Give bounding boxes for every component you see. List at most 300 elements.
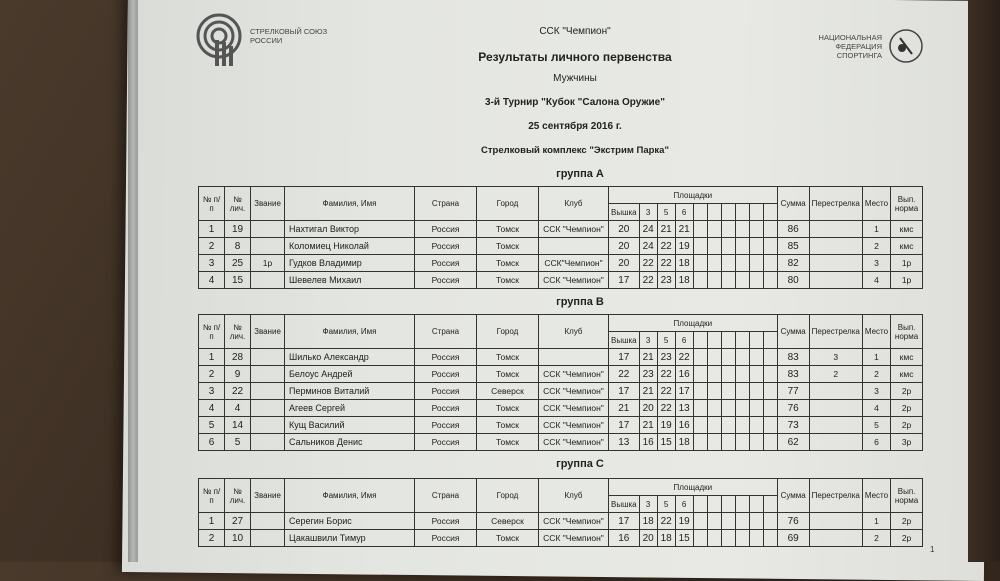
cell-no: 2	[199, 238, 225, 255]
cell-score-tower: 17	[609, 383, 640, 400]
cell-sum: 80	[777, 272, 809, 289]
cell-city: Томск	[477, 349, 539, 366]
cell-score-empty	[707, 366, 721, 383]
cell-no: 5	[199, 417, 225, 434]
cell-rank: 1р	[251, 255, 285, 272]
cell-name: Серегин Борис	[285, 513, 415, 530]
cell-score-empty	[693, 366, 707, 383]
cell-bib: 8	[225, 238, 251, 255]
cell-score-empty	[763, 349, 777, 366]
cell-city: Томск	[477, 434, 539, 451]
cell-name: Сальников Денис	[285, 434, 415, 451]
cell-country: Россия	[415, 272, 477, 289]
cell-sum: 82	[777, 255, 809, 272]
org-left-text	[250, 27, 327, 45]
cell-rank	[251, 221, 285, 238]
col-header-station-empty	[707, 332, 721, 349]
cell-sum: 83	[777, 349, 809, 366]
col-header-club: Клуб	[539, 315, 609, 349]
cell-score-empty	[749, 383, 763, 400]
cell-rank	[251, 434, 285, 451]
cell-city: Северск	[477, 383, 539, 400]
cell-score-5: 21	[657, 221, 675, 238]
cell-score-6: 18	[675, 255, 693, 272]
col-header-station-5: 5	[657, 496, 675, 513]
cell-rank	[251, 417, 285, 434]
cell-score-empty	[749, 272, 763, 289]
cell-score-empty	[749, 530, 763, 547]
binder-edge	[128, 0, 138, 562]
cell-score-5: 23	[657, 272, 675, 289]
cell-bib: 27	[225, 513, 251, 530]
cell-country: Россия	[415, 221, 477, 238]
cell-shootoff	[809, 383, 862, 400]
col-header-club: Клуб	[539, 187, 609, 221]
cell-score-empty	[707, 221, 721, 238]
cell-score-empty	[763, 255, 777, 272]
cell-rank	[251, 530, 285, 547]
results-table	[198, 478, 923, 547]
cell-city: Томск	[477, 255, 539, 272]
cell-score-empty	[763, 513, 777, 530]
cell-bib: 4	[225, 400, 251, 417]
cell-norm: 2р	[891, 383, 923, 400]
cell-score-tower: 16	[609, 530, 640, 547]
cell-score-empty	[721, 383, 735, 400]
cell-score-empty	[749, 255, 763, 272]
cell-score-5: 22	[657, 238, 675, 255]
col-header-place: Место	[862, 479, 890, 513]
cell-club	[539, 238, 609, 255]
cell-country: Россия	[415, 349, 477, 366]
cell-norm: 1р	[891, 272, 923, 289]
col-header-station-empty	[763, 204, 777, 221]
col-header-station-3: 3	[639, 496, 657, 513]
page-title: Результаты личного первенства	[478, 50, 672, 64]
col-header-station-6: 6	[675, 332, 693, 349]
cell-score-empty	[735, 238, 749, 255]
cell-score-3: 22	[639, 255, 657, 272]
cell-score-empty	[693, 255, 707, 272]
cell-score-5: 23	[657, 349, 675, 366]
cell-score-tower: 20	[609, 221, 640, 238]
col-header-station-5: 5	[657, 332, 675, 349]
cell-score-empty	[721, 221, 735, 238]
col-header-sum: Сумма	[777, 315, 809, 349]
cell-score-empty	[721, 530, 735, 547]
col-header-country: Страна	[415, 187, 477, 221]
cell-no: 3	[199, 383, 225, 400]
cell-norm: кмс	[891, 221, 923, 238]
cell-score-tower: 20	[609, 255, 640, 272]
cell-place: 1	[862, 513, 890, 530]
cell-score-3: 21	[639, 349, 657, 366]
group-title: группа В	[556, 296, 604, 308]
col-header-norm: Вып. норма	[891, 315, 923, 349]
event-date: 25 сентября 2016 г.	[528, 121, 622, 132]
cell-score-3: 23	[639, 366, 657, 383]
cell-no: 3	[199, 255, 225, 272]
col-header-station-3: 3	[639, 204, 657, 221]
table-row	[199, 417, 923, 434]
cell-country: Россия	[415, 434, 477, 451]
col-header-country: Страна	[415, 315, 477, 349]
cell-place: 1	[862, 221, 890, 238]
col-header-station-tower: Вышка	[609, 204, 640, 221]
cell-score-empty	[763, 530, 777, 547]
cell-club: ССК "Чемпион"	[539, 417, 609, 434]
cell-club: ССК "Чемпион"	[539, 221, 609, 238]
cell-name: Цакашвили Тимур	[285, 530, 415, 547]
col-header-city: Город	[477, 187, 539, 221]
col-header-station-empty	[749, 332, 763, 349]
table-row	[199, 221, 923, 238]
col-header-stations: Площадки	[609, 479, 778, 496]
org-left-line2: РОССИИ	[250, 36, 283, 45]
cell-rank	[251, 400, 285, 417]
cell-shootoff: 2	[809, 366, 862, 383]
tournament-name: 3-й Турнир "Кубок "Салона Оружие"	[485, 97, 665, 108]
cell-club: ССК "Чемпион"	[539, 530, 609, 547]
col-header-station-empty	[735, 496, 749, 513]
cell-score-empty	[749, 434, 763, 451]
cell-country: Россия	[415, 255, 477, 272]
cell-city: Томск	[477, 417, 539, 434]
cell-score-6: 18	[675, 272, 693, 289]
cell-score-empty	[749, 513, 763, 530]
cell-rank	[251, 366, 285, 383]
col-header-norm: Вып. норма	[891, 479, 923, 513]
col-header-station-empty	[749, 204, 763, 221]
page-number: 1	[930, 545, 935, 554]
col-header-station-empty	[721, 496, 735, 513]
cell-bib: 15	[225, 272, 251, 289]
group-title: группа А	[556, 168, 604, 180]
table-row	[199, 513, 923, 530]
col-header-stations: Площадки	[609, 315, 778, 332]
cell-score-tower: 20	[609, 238, 640, 255]
cell-name: Кущ Василий	[285, 417, 415, 434]
cell-shootoff	[809, 221, 862, 238]
cell-sum: 69	[777, 530, 809, 547]
cell-name: Нахтигал Виктор	[285, 221, 415, 238]
cell-rank	[251, 238, 285, 255]
cell-no: 1	[199, 513, 225, 530]
cell-rank	[251, 513, 285, 530]
cell-club	[539, 349, 609, 366]
cell-score-empty	[707, 272, 721, 289]
cell-country: Россия	[415, 238, 477, 255]
cell-score-6: 13	[675, 400, 693, 417]
col-header-station-3: 3	[639, 332, 657, 349]
cell-score-3: 21	[639, 417, 657, 434]
cell-score-3: 20	[639, 400, 657, 417]
cell-score-empty	[693, 238, 707, 255]
cell-score-empty	[693, 513, 707, 530]
cell-score-empty	[693, 221, 707, 238]
cell-score-empty	[763, 238, 777, 255]
cell-score-3: 22	[639, 272, 657, 289]
cell-score-6: 22	[675, 349, 693, 366]
cell-city: Северск	[477, 513, 539, 530]
cell-score-empty	[721, 366, 735, 383]
col-header-name: Фамилия, Имя	[285, 479, 415, 513]
cell-shootoff: 3	[809, 349, 862, 366]
cell-score-5: 22	[657, 255, 675, 272]
cell-sum: 83	[777, 366, 809, 383]
cell-score-empty	[749, 221, 763, 238]
col-header-bib: № лич.	[225, 187, 251, 221]
cell-score-tower: 22	[609, 366, 640, 383]
cell-score-empty	[749, 366, 763, 383]
col-header-station-empty	[693, 332, 707, 349]
cell-norm: 2р	[891, 530, 923, 547]
cell-score-6: 19	[675, 513, 693, 530]
cell-score-empty	[693, 349, 707, 366]
cell-name: Белоус Андрей	[285, 366, 415, 383]
col-header-place: Место	[862, 187, 890, 221]
table-row	[199, 366, 923, 383]
cell-city: Томск	[477, 238, 539, 255]
cell-sum: 86	[777, 221, 809, 238]
col-header-place: Место	[862, 315, 890, 349]
cell-place: 5	[862, 417, 890, 434]
cell-score-empty	[735, 383, 749, 400]
cell-club: ССК "Чемпион"	[539, 383, 609, 400]
col-header-station-empty	[721, 204, 735, 221]
cell-score-tower: 13	[609, 434, 640, 451]
col-header-shootoff: Перестрелка	[809, 315, 862, 349]
cell-score-tower: 17	[609, 349, 640, 366]
cell-score-6: 16	[675, 366, 693, 383]
col-header-club: Клуб	[539, 479, 609, 513]
cell-score-empty	[735, 255, 749, 272]
col-header-station-empty	[693, 204, 707, 221]
col-header-bib: № лич.	[225, 479, 251, 513]
cell-country: Россия	[415, 530, 477, 547]
cell-score-empty	[693, 272, 707, 289]
cell-score-empty	[721, 255, 735, 272]
cell-score-empty	[693, 383, 707, 400]
col-header-rank: Звание	[251, 187, 285, 221]
table-row	[199, 383, 923, 400]
cell-score-empty	[735, 434, 749, 451]
table-row	[199, 255, 923, 272]
table-row	[199, 530, 923, 547]
cell-score-empty	[721, 238, 735, 255]
cell-shootoff	[809, 238, 862, 255]
col-header-station-6: 6	[675, 496, 693, 513]
col-header-sum: Сумма	[777, 479, 809, 513]
col-header-rank: Звание	[251, 315, 285, 349]
cell-sum: 62	[777, 434, 809, 451]
cell-score-empty	[693, 434, 707, 451]
cell-score-empty	[721, 349, 735, 366]
col-header-station-6: 6	[675, 204, 693, 221]
cell-score-empty	[735, 417, 749, 434]
table-row	[199, 400, 923, 417]
cell-place: 4	[862, 400, 890, 417]
col-header-name: Фамилия, Имя	[285, 187, 415, 221]
cell-score-6: 19	[675, 238, 693, 255]
col-header-bib: № лич.	[225, 315, 251, 349]
cell-score-empty	[693, 530, 707, 547]
cell-score-3: 18	[639, 513, 657, 530]
cell-score-tower: 21	[609, 400, 640, 417]
cell-name: Агеев Сергей	[285, 400, 415, 417]
cell-shootoff	[809, 272, 862, 289]
cell-rank	[251, 383, 285, 400]
cell-score-empty	[749, 417, 763, 434]
cell-sum: 85	[777, 238, 809, 255]
cell-score-3: 21	[639, 383, 657, 400]
table-row	[199, 434, 923, 451]
cell-norm: кмс	[891, 366, 923, 383]
cell-norm: кмс	[891, 238, 923, 255]
col-header-stations: Площадки	[609, 187, 778, 204]
table-row	[199, 272, 923, 289]
cell-score-empty	[707, 434, 721, 451]
cell-country: Россия	[415, 383, 477, 400]
cell-score-empty	[763, 400, 777, 417]
col-header-sum: Сумма	[777, 187, 809, 221]
cell-shootoff	[809, 255, 862, 272]
col-header-country: Страна	[415, 479, 477, 513]
col-header-station-empty	[749, 496, 763, 513]
cell-score-empty	[721, 417, 735, 434]
cell-score-empty	[763, 272, 777, 289]
cell-bib: 10	[225, 530, 251, 547]
col-header-station-empty	[707, 496, 721, 513]
cell-score-5: 22	[657, 383, 675, 400]
cell-score-empty	[763, 417, 777, 434]
cell-score-6: 18	[675, 434, 693, 451]
cell-score-empty	[735, 530, 749, 547]
col-header-station-empty	[735, 204, 749, 221]
cell-score-empty	[735, 349, 749, 366]
col-header-city: Город	[477, 479, 539, 513]
cell-place: 2	[862, 530, 890, 547]
cell-score-empty	[707, 513, 721, 530]
cell-norm: кмс	[891, 349, 923, 366]
cell-country: Россия	[415, 366, 477, 383]
cell-sum: 73	[777, 417, 809, 434]
cell-city: Томск	[477, 272, 539, 289]
cell-score-empty	[707, 349, 721, 366]
cell-score-tower: 17	[609, 272, 640, 289]
org-right-line2: СПОРТИНГА	[836, 51, 882, 60]
col-header-name: Фамилия, Имя	[285, 315, 415, 349]
col-header-station-empty	[693, 496, 707, 513]
cell-score-tower: 17	[609, 513, 640, 530]
cell-bib: 19	[225, 221, 251, 238]
org-right-line1: НАЦИОНАЛЬНАЯ ФЕДЕРАЦИЯ	[818, 33, 882, 51]
cell-place: 2	[862, 238, 890, 255]
cell-city: Томск	[477, 400, 539, 417]
col-header-station-tower: Вышка	[609, 496, 640, 513]
cell-norm: 2р	[891, 513, 923, 530]
cell-bib: 28	[225, 349, 251, 366]
cell-score-empty	[721, 272, 735, 289]
cell-city: Томск	[477, 366, 539, 383]
cell-no: 6	[199, 434, 225, 451]
cell-place: 3	[862, 383, 890, 400]
cell-score-5: 18	[657, 530, 675, 547]
cell-score-6: 16	[675, 417, 693, 434]
cell-place: 2	[862, 366, 890, 383]
col-header-no: № п/п	[199, 187, 225, 221]
cell-score-empty	[707, 417, 721, 434]
col-header-no: № п/п	[199, 315, 225, 349]
org-right-text	[782, 33, 882, 60]
cell-norm: 3р	[891, 434, 923, 451]
col-header-shootoff: Перестрелка	[809, 479, 862, 513]
cell-place: 4	[862, 272, 890, 289]
cell-club: ССК "Чемпион"	[539, 434, 609, 451]
cell-score-empty	[707, 530, 721, 547]
cell-club: ССК "Чемпион"	[539, 366, 609, 383]
cell-bib: 9	[225, 366, 251, 383]
cell-score-empty	[763, 221, 777, 238]
cell-score-empty	[735, 366, 749, 383]
cell-bib: 22	[225, 383, 251, 400]
cell-bib: 14	[225, 417, 251, 434]
cell-place: 3	[862, 255, 890, 272]
col-header-city: Город	[477, 315, 539, 349]
cell-score-5: 22	[657, 366, 675, 383]
cell-sum: 77	[777, 383, 809, 400]
col-header-station-tower: Вышка	[609, 332, 640, 349]
col-header-shootoff: Перестрелка	[809, 187, 862, 221]
cell-shootoff	[809, 400, 862, 417]
cell-norm: 1р	[891, 255, 923, 272]
cell-score-empty	[707, 255, 721, 272]
cell-score-empty	[763, 434, 777, 451]
group-title: группа С	[556, 458, 604, 470]
cell-country: Россия	[415, 417, 477, 434]
cell-score-empty	[749, 349, 763, 366]
cell-norm: 2р	[891, 417, 923, 434]
cell-score-empty	[735, 400, 749, 417]
cell-score-empty	[735, 221, 749, 238]
cell-country: Россия	[415, 400, 477, 417]
cell-score-empty	[735, 513, 749, 530]
cell-shootoff	[809, 417, 862, 434]
cell-score-empty	[693, 400, 707, 417]
cell-score-6: 15	[675, 530, 693, 547]
cell-score-6: 21	[675, 221, 693, 238]
cell-score-3: 16	[639, 434, 657, 451]
cell-score-empty	[749, 238, 763, 255]
col-header-station-empty	[721, 332, 735, 349]
club-heading: ССК "Чемпион"	[539, 26, 611, 37]
col-header-station-empty	[763, 496, 777, 513]
cell-score-empty	[735, 272, 749, 289]
cell-bib: 25	[225, 255, 251, 272]
cell-name: Гудков Владимир	[285, 255, 415, 272]
cell-rank	[251, 349, 285, 366]
cell-no: 1	[199, 221, 225, 238]
category: Мужчины	[553, 73, 597, 84]
cell-name: Перминов Виталий	[285, 383, 415, 400]
col-header-station-empty	[735, 332, 749, 349]
sporting-federation-logo	[888, 28, 924, 64]
venue: Стрелковый комплекс "Экстрим Парка"	[481, 145, 669, 156]
cell-score-empty	[763, 383, 777, 400]
cell-score-empty	[707, 238, 721, 255]
cell-sum: 76	[777, 400, 809, 417]
table-row	[199, 238, 923, 255]
